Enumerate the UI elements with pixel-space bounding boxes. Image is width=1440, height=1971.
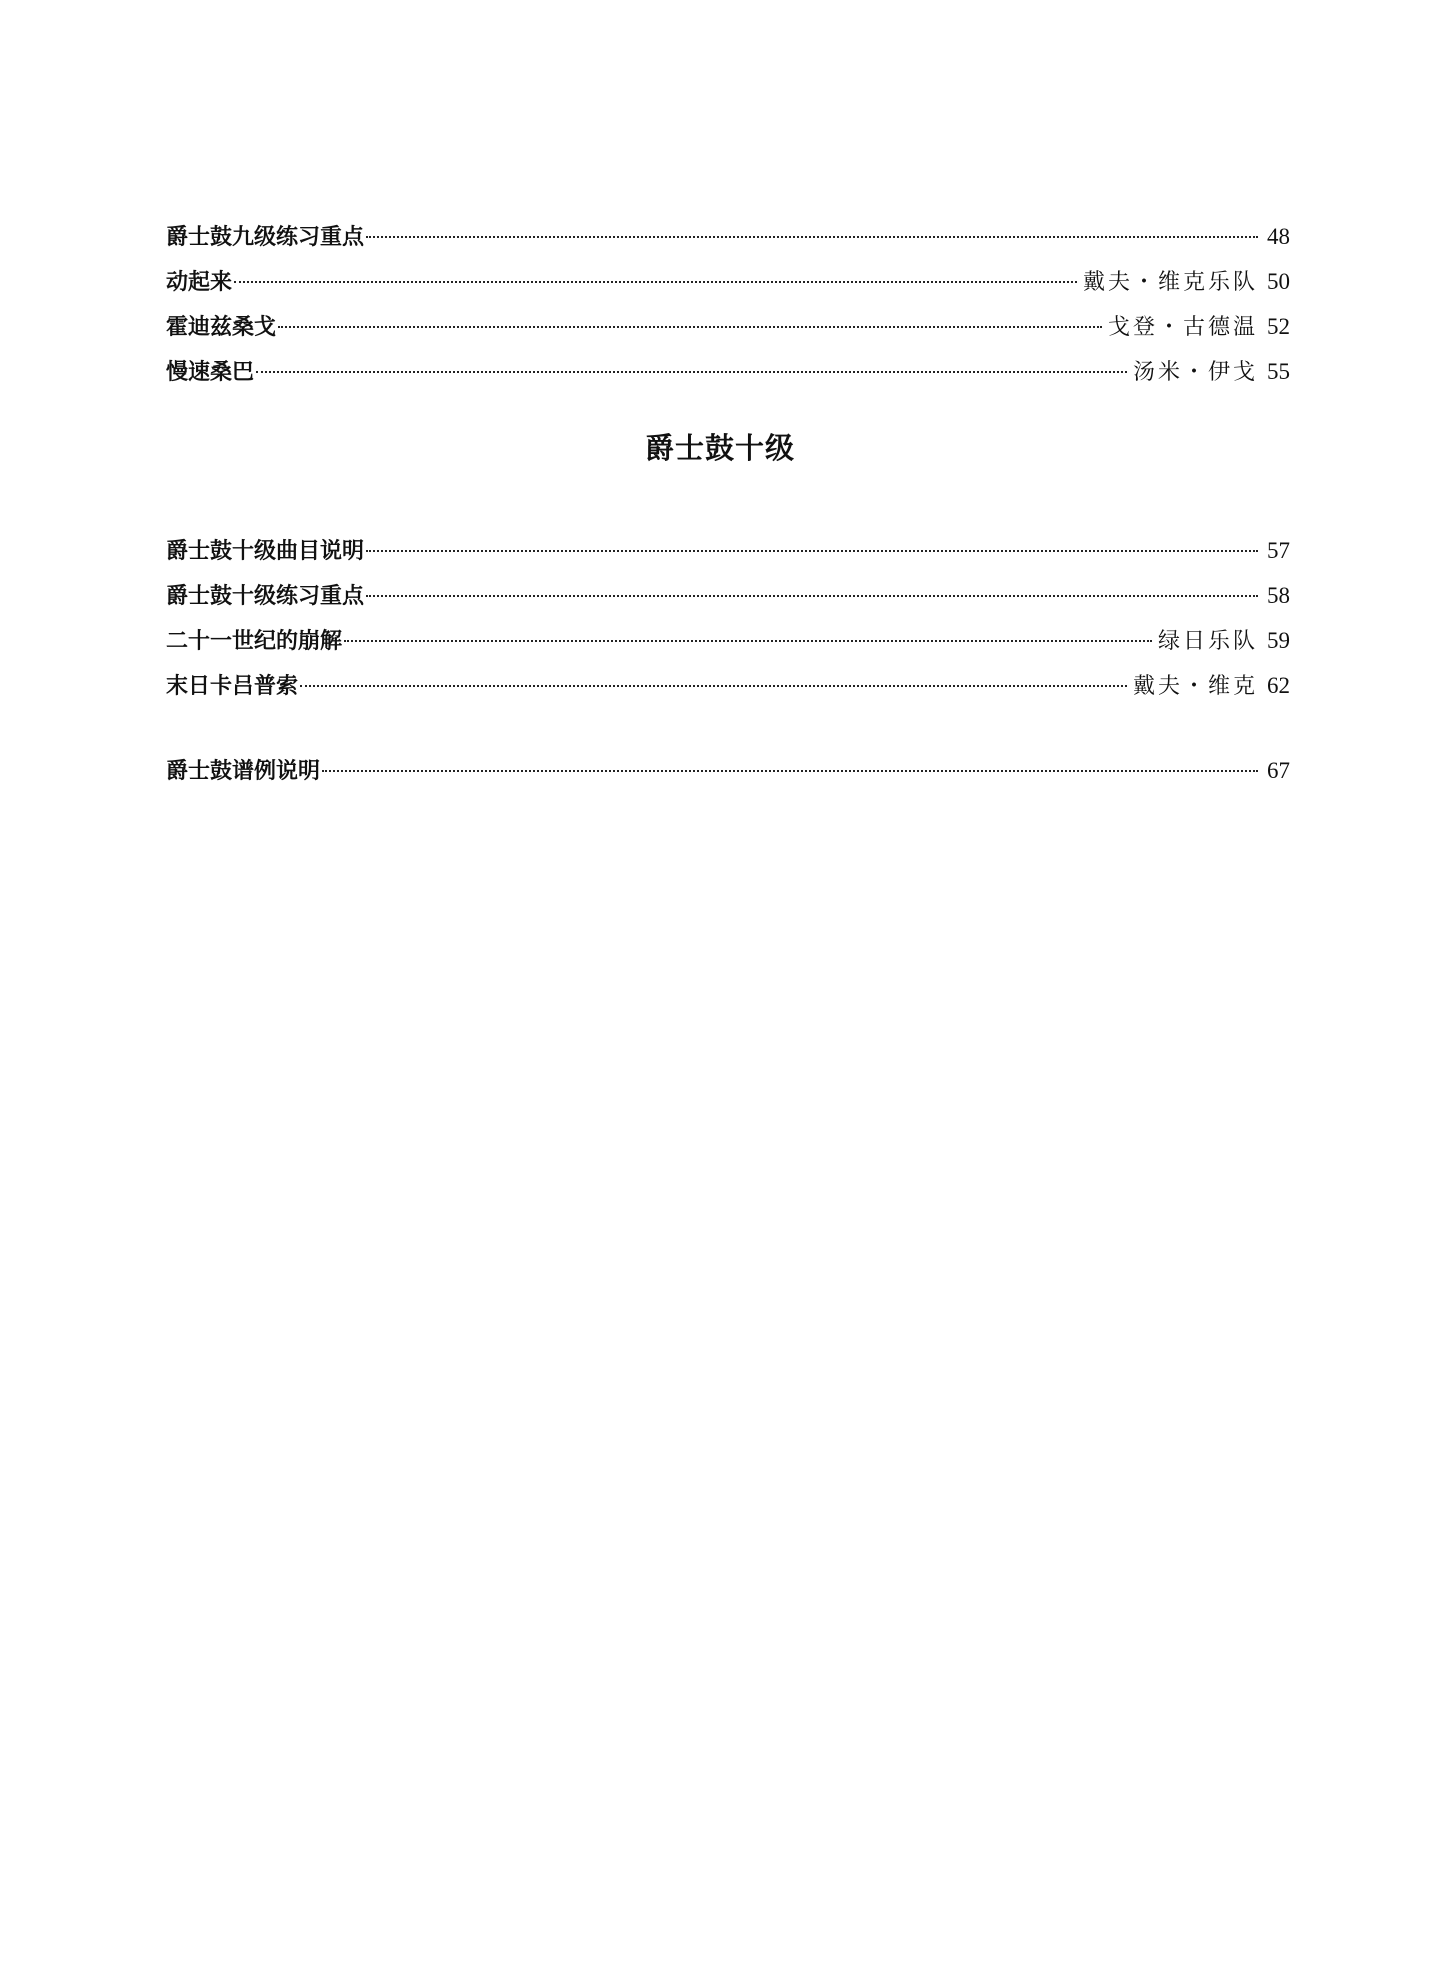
dot-leader: [278, 325, 1102, 328]
entry-artist: 戈登・古德温: [1107, 315, 1258, 340]
entry-page-number: 57: [1267, 538, 1290, 563]
entry-page-number: 55: [1267, 359, 1290, 384]
entry-page-number: 62: [1267, 673, 1290, 698]
dot-leader: [322, 769, 1258, 772]
entry-title: 末日卡吕普索: [166, 673, 299, 699]
entry-page-number: 52: [1267, 314, 1290, 339]
toc-group-grade-10: [166, 528, 1290, 708]
entry-page-number: 59: [1267, 628, 1290, 653]
toc-entry[interactable]: [166, 528, 1290, 573]
dot-leader: [366, 549, 1258, 552]
dot-leader: [344, 639, 1152, 642]
entry-title: 动起来: [166, 269, 233, 295]
toc-entry[interactable]: [166, 618, 1290, 663]
dot-leader: [366, 235, 1258, 238]
entry-artist: 戴夫・维克: [1132, 674, 1258, 699]
entry-artist: 戴夫・维克乐队: [1082, 270, 1258, 295]
entry-artist: 绿日乐队: [1157, 629, 1258, 654]
entry-page-number: 50: [1267, 269, 1290, 294]
toc-group-grade-9: [166, 214, 1290, 394]
entry-artist: 汤米・伊戈: [1132, 360, 1258, 385]
entry-title: 二十一世纪的崩解: [166, 628, 343, 654]
entry-title: 霍迪兹桑戈: [166, 314, 277, 340]
dot-leader: [366, 594, 1258, 597]
toc-entry[interactable]: [166, 349, 1290, 394]
toc-entry[interactable]: [166, 663, 1290, 708]
dot-leader: [234, 280, 1077, 283]
entry-title: 爵士鼓九级练习重点: [166, 224, 365, 250]
entry-title: 慢速桑巴: [166, 359, 255, 385]
toc-entry[interactable]: [166, 259, 1290, 304]
toc-entry[interactable]: [166, 304, 1290, 349]
toc-group-appendix: [166, 748, 1290, 793]
entry-page-number: 67: [1267, 758, 1290, 783]
entry-page-number: 48: [1267, 224, 1290, 249]
toc-entry[interactable]: [166, 573, 1290, 618]
entry-title: 爵士鼓十级练习重点: [166, 583, 365, 609]
entry-title: 爵士鼓谱例说明: [166, 758, 321, 784]
entry-title: 爵士鼓十级曲目说明: [166, 538, 365, 564]
dot-leader: [256, 370, 1127, 373]
toc-entry[interactable]: [166, 214, 1290, 259]
section-heading: 爵士鼓十级: [644, 431, 795, 465]
dot-leader: [300, 684, 1127, 687]
entry-page-number: 58: [1267, 583, 1290, 608]
toc-entry[interactable]: [166, 748, 1290, 793]
